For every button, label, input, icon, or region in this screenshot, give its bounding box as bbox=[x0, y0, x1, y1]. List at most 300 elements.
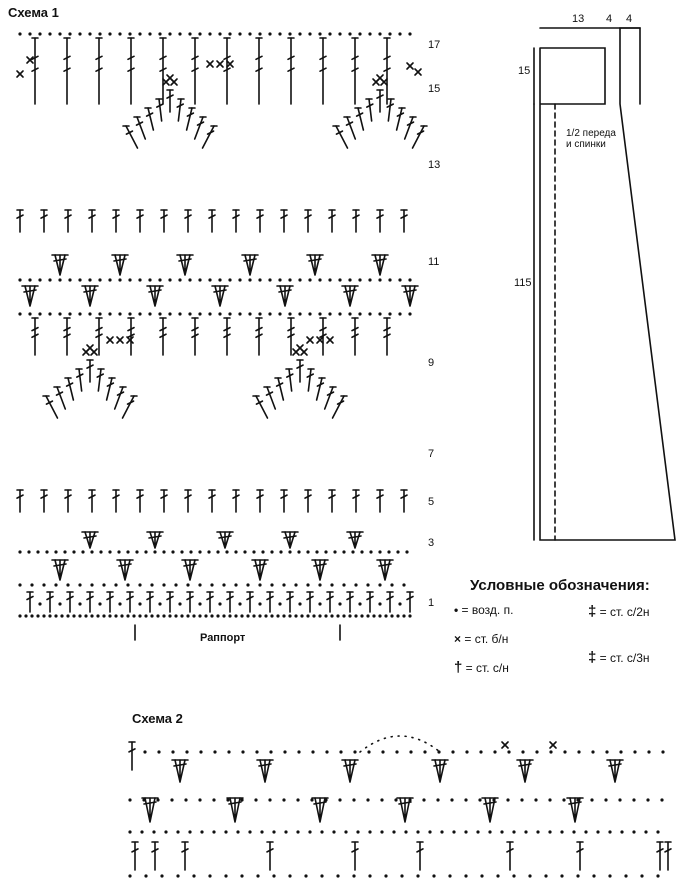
cluster-mark bbox=[120, 560, 130, 580]
chain-stitch-mark bbox=[398, 32, 401, 35]
chain-stitch-mark bbox=[189, 550, 192, 553]
scheme2-arc bbox=[360, 736, 440, 752]
chain-stitch-mark bbox=[140, 830, 143, 833]
single-crochet-mark bbox=[327, 337, 333, 343]
chain-stitch-mark bbox=[98, 602, 101, 605]
chain-stitch-mark bbox=[388, 278, 391, 281]
row-number-15: 15 bbox=[428, 83, 441, 95]
chain-stitch-mark bbox=[298, 32, 301, 35]
cluster-mark bbox=[25, 286, 35, 306]
chain-stitch-mark bbox=[353, 750, 356, 753]
stitch-post-mark bbox=[178, 99, 181, 121]
chain-stitch-mark bbox=[282, 583, 285, 586]
chain-stitch-mark bbox=[408, 614, 411, 617]
chain-stitch-mark bbox=[198, 602, 201, 605]
chain-stitch-mark bbox=[198, 312, 201, 315]
chain-stitch-mark bbox=[248, 830, 251, 833]
chain-stitch-mark bbox=[336, 874, 339, 877]
chain-stitch-mark bbox=[42, 614, 45, 617]
chain-stitch-mark bbox=[128, 32, 131, 35]
chain-stitch-mark bbox=[306, 614, 309, 617]
chain-stitch-mark bbox=[404, 830, 407, 833]
cluster-mark bbox=[260, 760, 270, 782]
chain-stitch-mark bbox=[96, 614, 99, 617]
chain-stitch-mark bbox=[174, 583, 177, 586]
chain-stitch-mark bbox=[225, 550, 228, 553]
stitch-post-mark bbox=[137, 117, 145, 139]
chain-stitch-mark bbox=[186, 614, 189, 617]
legend-tr-text: ст. с/2н bbox=[610, 605, 650, 619]
chain-stitch-mark bbox=[360, 550, 363, 553]
chain-stitch-mark bbox=[258, 312, 261, 315]
chain-stitch-mark bbox=[496, 874, 499, 877]
chain-stitch-mark bbox=[38, 312, 41, 315]
chain-stitch-mark bbox=[98, 312, 101, 315]
stitch-post-mark bbox=[308, 369, 311, 391]
chain-stitch-mark bbox=[148, 312, 151, 315]
cluster-mark bbox=[610, 760, 620, 782]
chain-stitch-mark bbox=[48, 278, 51, 281]
chain-stitch-mark bbox=[198, 32, 201, 35]
chain-stitch-mark bbox=[528, 874, 531, 877]
chain-stitch-mark bbox=[216, 614, 219, 617]
chain-stitch-mark bbox=[596, 830, 599, 833]
legend-title: Условные обозначения: bbox=[470, 577, 650, 594]
chain-stitch-mark bbox=[98, 278, 101, 281]
chain-stitch-mark bbox=[208, 32, 211, 35]
chain-stitch-mark bbox=[108, 550, 111, 553]
single-crochet-mark bbox=[127, 337, 133, 343]
cluster-mark bbox=[315, 560, 325, 580]
chain-stitch-mark bbox=[351, 550, 354, 553]
chain-stitch-mark bbox=[450, 798, 453, 801]
chain-stitch-mark bbox=[188, 312, 191, 315]
chain-stitch-mark bbox=[38, 278, 41, 281]
chain-stitch-mark bbox=[90, 583, 93, 586]
chain-stitch-mark bbox=[464, 798, 467, 801]
chain-stitch-mark bbox=[144, 874, 147, 877]
chain-stitch-mark bbox=[58, 32, 61, 35]
chain-stitch-mark bbox=[63, 550, 66, 553]
chain-stitch-mark bbox=[126, 550, 129, 553]
chain-stitch-mark bbox=[128, 874, 131, 877]
single-crochet-mark bbox=[167, 75, 173, 81]
chain-stitch-mark bbox=[120, 614, 123, 617]
chain-stitch-mark bbox=[180, 550, 183, 553]
chain-stitch-mark bbox=[366, 583, 369, 586]
chain-stitch-mark bbox=[367, 750, 370, 753]
chain-stitch-mark bbox=[198, 583, 201, 586]
single-crochet-icon: × bbox=[454, 632, 462, 646]
stitch-post-mark bbox=[46, 396, 57, 418]
chain-stitch-mark bbox=[158, 312, 161, 315]
chain-stitch-mark bbox=[633, 750, 636, 753]
chain-stitch-mark bbox=[212, 830, 215, 833]
chain-stitch-mark bbox=[78, 602, 81, 605]
chain-stitch-mark bbox=[330, 583, 333, 586]
chain-stitch-mark bbox=[27, 550, 30, 553]
stitch-post-mark bbox=[148, 108, 153, 130]
legend-dc-text: ст. с/н bbox=[476, 661, 509, 675]
chain-stitch-mark bbox=[138, 32, 141, 35]
single-crochet-mark bbox=[87, 345, 93, 351]
chain-stitch-mark bbox=[577, 750, 580, 753]
chain-stitch-mark bbox=[108, 614, 111, 617]
cluster-mark bbox=[175, 760, 185, 782]
chain-stitch-mark bbox=[176, 874, 179, 877]
chain-stitch-mark bbox=[60, 614, 63, 617]
chain-stitch-mark bbox=[240, 614, 243, 617]
chain-stitch-mark bbox=[644, 830, 647, 833]
chain-stitch-mark bbox=[216, 550, 219, 553]
stitch-post-mark bbox=[126, 126, 137, 148]
chain-stitch-mark bbox=[378, 550, 381, 553]
chain-stitch-mark bbox=[38, 32, 41, 35]
chain-stitch-mark bbox=[282, 798, 285, 801]
chain-stitch-mark bbox=[330, 614, 333, 617]
chain-stitch-mark bbox=[24, 614, 27, 617]
chain-stitch-mark bbox=[208, 278, 211, 281]
chain-stitch-mark bbox=[409, 750, 412, 753]
chain-stitch-mark bbox=[268, 312, 271, 315]
chain-stitch-mark bbox=[138, 583, 141, 586]
chain-stitch-mark bbox=[198, 614, 201, 617]
chain-stitch-mark bbox=[238, 32, 241, 35]
chain-stitch-mark bbox=[18, 550, 21, 553]
dim-width-top: 13 bbox=[572, 13, 585, 25]
chain-stitch-mark bbox=[98, 32, 101, 35]
chain-stitch-mark bbox=[228, 614, 231, 617]
chain-stitch-mark bbox=[54, 614, 57, 617]
chain-stitch-mark bbox=[428, 830, 431, 833]
dim-length: 115 bbox=[514, 277, 532, 289]
chain-stitch-mark bbox=[170, 798, 173, 801]
chain-stitch-mark bbox=[270, 583, 273, 586]
chain-stitch-mark bbox=[264, 614, 267, 617]
chain-stitch-mark bbox=[560, 874, 563, 877]
chain-stitch-mark bbox=[500, 830, 503, 833]
chain-stitch-mark bbox=[152, 830, 155, 833]
chain-stitch-mark bbox=[288, 550, 291, 553]
cluster-mark bbox=[520, 760, 530, 782]
chain-stitch-mark bbox=[188, 830, 191, 833]
chain-stitch-mark bbox=[464, 830, 467, 833]
chain-stitch-mark bbox=[436, 798, 439, 801]
row-number-9: 9 bbox=[428, 357, 435, 369]
chain-stitch-mark bbox=[396, 614, 399, 617]
chain-stitch-mark bbox=[338, 32, 341, 35]
double-treble-crochet-icon: ‡ bbox=[588, 649, 597, 666]
chain-stitch-mark bbox=[354, 583, 357, 586]
chain-stitch-mark bbox=[380, 830, 383, 833]
chain-stitch-mark bbox=[258, 602, 261, 605]
chain-stitch-mark bbox=[199, 750, 202, 753]
chain-stitch-mark bbox=[590, 798, 593, 801]
chain-stitch-mark bbox=[126, 583, 129, 586]
chain-stitch-mark bbox=[236, 830, 239, 833]
chain-stitch-mark bbox=[58, 278, 61, 281]
chain-stitch-mark bbox=[248, 32, 251, 35]
chain-stitch-mark bbox=[99, 550, 102, 553]
chain-stitch-mark bbox=[560, 830, 563, 833]
chain-stitch-mark bbox=[156, 614, 159, 617]
chain-stitch-mark bbox=[18, 614, 21, 617]
chain-stitch-mark bbox=[278, 32, 281, 35]
chain-stitch-mark bbox=[342, 550, 345, 553]
chain-stitch-mark bbox=[90, 614, 93, 617]
cluster-mark bbox=[85, 286, 95, 306]
legend-item-tr: ‡ = ст. с/2н bbox=[588, 603, 650, 620]
chain-stitch-mark bbox=[336, 614, 339, 617]
chain-stitch-mark bbox=[387, 550, 390, 553]
cluster-mark bbox=[310, 255, 320, 275]
chain-stitch-mark bbox=[234, 550, 237, 553]
chain-stitch-mark bbox=[416, 874, 419, 877]
chain-stitch-mark bbox=[618, 798, 621, 801]
cluster-mark bbox=[375, 255, 385, 275]
chain-stitch-mark bbox=[534, 798, 537, 801]
chain-stitch-mark bbox=[390, 583, 393, 586]
chain-stitch-mark bbox=[308, 830, 311, 833]
chain-stitch-mark bbox=[315, 550, 318, 553]
stitch-post-mark bbox=[79, 369, 82, 391]
stitch-post-mark bbox=[336, 126, 347, 148]
single-crochet-mark bbox=[550, 742, 556, 748]
chain-stitch-mark bbox=[158, 602, 161, 605]
cluster-mark bbox=[150, 532, 160, 548]
chain-stitch-mark bbox=[269, 750, 272, 753]
chain-stitch-mark bbox=[394, 798, 397, 801]
chain-stitch-mark bbox=[171, 750, 174, 753]
chain-stitch-mark bbox=[318, 278, 321, 281]
chain-stitch-mark bbox=[333, 550, 336, 553]
chain-stitch-mark bbox=[368, 32, 371, 35]
row-number-7: 7 bbox=[428, 448, 435, 460]
pattern-note: 1/2 переда и спинки bbox=[566, 128, 616, 150]
chain-stitch-mark bbox=[488, 830, 491, 833]
chain-stitch-mark bbox=[378, 614, 381, 617]
chain-stitch-mark bbox=[185, 750, 188, 753]
chain-stitch-mark bbox=[300, 614, 303, 617]
chain-stitch-mark bbox=[592, 874, 595, 877]
chain-stitch-mark bbox=[88, 312, 91, 315]
chain-stitch-mark bbox=[632, 830, 635, 833]
chain-stitch-mark bbox=[352, 798, 355, 801]
cluster-mark bbox=[380, 560, 390, 580]
chain-stitch-mark bbox=[72, 550, 75, 553]
chain-stitch-mark bbox=[218, 602, 221, 605]
chain-stitch-mark bbox=[258, 278, 261, 281]
chain-stitch-mark bbox=[234, 583, 237, 586]
stitch-post-mark bbox=[187, 108, 192, 130]
chain-stitch-mark bbox=[184, 798, 187, 801]
chain-stitch-mark bbox=[254, 798, 257, 801]
chain-stitch-mark bbox=[108, 278, 111, 281]
dim-strap-a: 4 bbox=[606, 13, 613, 25]
chain-stitch-mark bbox=[296, 830, 299, 833]
chain-stitch-mark bbox=[138, 602, 141, 605]
chain-stitch-mark bbox=[452, 830, 455, 833]
chain-stitch-mark bbox=[296, 798, 299, 801]
chain-stitch-mark bbox=[572, 830, 575, 833]
chain-stitch-mark bbox=[604, 798, 607, 801]
chain-stitch-mark bbox=[308, 32, 311, 35]
chain-stitch-mark bbox=[398, 602, 401, 605]
chain-stitch-mark bbox=[198, 798, 201, 801]
chain-stitch-mark bbox=[310, 798, 313, 801]
chain-stitch-mark bbox=[174, 614, 177, 617]
chain-stitch-mark bbox=[348, 32, 351, 35]
chain-stitch-mark bbox=[480, 874, 483, 877]
chain-stitch-mark bbox=[162, 614, 165, 617]
chain-stitch-mark bbox=[348, 614, 351, 617]
chain-stitch-mark bbox=[78, 278, 81, 281]
cluster-mark bbox=[55, 560, 65, 580]
chain-stitch-mark bbox=[656, 874, 659, 877]
chain-stitch-mark bbox=[218, 32, 221, 35]
chain-stitch-mark bbox=[423, 750, 426, 753]
chain-stitch-mark bbox=[38, 602, 41, 605]
chain-stitch-mark bbox=[222, 583, 225, 586]
chain-stitch-mark bbox=[128, 278, 131, 281]
chain-stitch-mark bbox=[548, 830, 551, 833]
chain-stitch-mark bbox=[378, 278, 381, 281]
chain-stitch-mark bbox=[478, 798, 481, 801]
row-number-11: 11 bbox=[428, 256, 440, 268]
chain-stitch-mark bbox=[78, 583, 81, 586]
chain-stitch-mark bbox=[620, 830, 623, 833]
single-crochet-mark bbox=[207, 61, 213, 67]
chain-stitch-mark bbox=[68, 312, 71, 315]
chain-stitch-mark bbox=[562, 798, 565, 801]
chain-stitch-mark bbox=[260, 830, 263, 833]
chain-stitch-mark bbox=[318, 602, 321, 605]
chain-stitch-mark bbox=[398, 312, 401, 315]
stitch-post-mark bbox=[413, 126, 424, 148]
stitch-post-mark bbox=[278, 378, 283, 400]
chain-stitch-mark bbox=[246, 614, 249, 617]
chain-stitch-mark bbox=[366, 798, 369, 801]
chain-stitch-mark bbox=[408, 32, 411, 35]
chain-stitch-mark bbox=[312, 614, 315, 617]
chain-stitch-mark bbox=[157, 750, 160, 753]
chain-stitch-icon: • bbox=[454, 603, 459, 617]
chain-stitch-mark bbox=[432, 874, 435, 877]
cluster-mark bbox=[405, 286, 415, 306]
chain-stitch-mark bbox=[238, 312, 241, 315]
chain-stitch-mark bbox=[368, 312, 371, 315]
chain-stitch-mark bbox=[308, 278, 311, 281]
chain-stitch-mark bbox=[384, 874, 387, 877]
chain-stitch-mark bbox=[318, 614, 321, 617]
legend-item-dc: † = ст. с/н bbox=[454, 659, 509, 676]
chain-stitch-mark bbox=[48, 312, 51, 315]
chain-stitch-mark bbox=[338, 312, 341, 315]
repeat-label: Раппорт bbox=[200, 632, 246, 644]
single-crochet-mark bbox=[297, 345, 303, 351]
double-crochet-icon: † bbox=[454, 659, 463, 676]
chain-stitch-mark bbox=[378, 32, 381, 35]
chain-stitch-mark bbox=[48, 32, 51, 35]
chain-stitch-mark bbox=[54, 583, 57, 586]
stitch-post-mark bbox=[203, 126, 214, 148]
stitch-post-mark bbox=[358, 108, 363, 130]
chain-stitch-mark bbox=[328, 278, 331, 281]
chain-stitch-mark bbox=[168, 32, 171, 35]
chain-stitch-mark bbox=[402, 583, 405, 586]
chain-stitch-mark bbox=[132, 614, 135, 617]
chain-stitch-mark bbox=[358, 32, 361, 35]
chain-stitch-mark bbox=[268, 278, 271, 281]
legend-sc-text: ст. б/н bbox=[474, 632, 509, 646]
chain-stitch-mark bbox=[178, 32, 181, 35]
chain-stitch-mark bbox=[156, 798, 159, 801]
chain-stitch-mark bbox=[248, 312, 251, 315]
chain-stitch-mark bbox=[240, 874, 243, 877]
chain-stitch-mark bbox=[512, 874, 515, 877]
chain-stitch-mark bbox=[640, 874, 643, 877]
chain-stitch-mark bbox=[660, 798, 663, 801]
chain-stitch-mark bbox=[252, 550, 255, 553]
chain-stitch-mark bbox=[270, 550, 273, 553]
cluster-mark bbox=[315, 798, 325, 822]
chain-stitch-mark bbox=[138, 614, 141, 617]
stitch-post-mark bbox=[159, 99, 162, 121]
chain-stitch-mark bbox=[144, 614, 147, 617]
chain-stitch-mark bbox=[18, 312, 21, 315]
chain-stitch-mark bbox=[178, 278, 181, 281]
chain-stitch-mark bbox=[348, 278, 351, 281]
chain-stitch-mark bbox=[212, 798, 215, 801]
chain-stitch-mark bbox=[78, 614, 81, 617]
chain-stitch-mark bbox=[283, 750, 286, 753]
chain-stitch-mark bbox=[270, 614, 273, 617]
single-crochet-mark bbox=[307, 337, 313, 343]
chain-stitch-mark bbox=[118, 602, 121, 605]
stitch-post-mark bbox=[333, 396, 344, 418]
chain-stitch-mark bbox=[608, 830, 611, 833]
stitch-post-mark bbox=[195, 117, 203, 139]
chain-stitch-mark bbox=[318, 312, 321, 315]
chain-stitch-mark bbox=[338, 278, 341, 281]
chain-stitch-mark bbox=[240, 798, 243, 801]
chain-stitch-mark bbox=[272, 830, 275, 833]
chain-stitch-mark bbox=[591, 750, 594, 753]
chain-stitch-mark bbox=[162, 583, 165, 586]
cluster-mark bbox=[145, 798, 155, 822]
cluster-mark bbox=[435, 760, 445, 782]
chain-stitch-mark bbox=[324, 550, 327, 553]
chain-stitch-mark bbox=[108, 312, 111, 315]
stitch-post-mark bbox=[115, 387, 123, 409]
chain-stitch-mark bbox=[160, 874, 163, 877]
chain-stitch-mark bbox=[188, 32, 191, 35]
stitch-post-mark bbox=[289, 369, 292, 391]
chain-stitch-mark bbox=[210, 583, 213, 586]
dim-strap-b: 4 bbox=[626, 13, 633, 25]
single-crochet-mark bbox=[107, 337, 113, 343]
chain-stitch-mark bbox=[524, 830, 527, 833]
chain-stitch-mark bbox=[388, 312, 391, 315]
chain-stitch-mark bbox=[272, 874, 275, 877]
stitch-post-mark bbox=[57, 387, 65, 409]
chain-stitch-mark bbox=[278, 278, 281, 281]
chain-stitch-mark bbox=[507, 750, 510, 753]
dim-strap-height: 15 bbox=[518, 65, 531, 77]
chain-stitch-mark bbox=[28, 312, 31, 315]
chain-stitch-mark bbox=[48, 614, 51, 617]
chain-stitch-mark bbox=[252, 614, 255, 617]
